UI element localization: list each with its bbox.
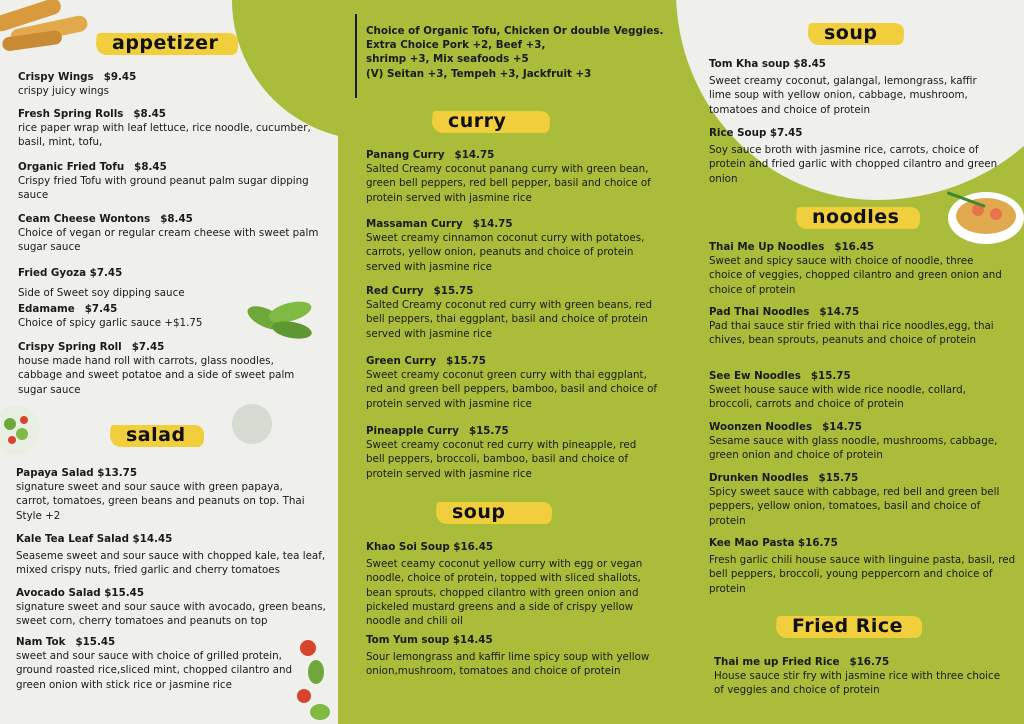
menu-item: Red Curry $15.75 Salted Creamy coconut red curry with green beans, red bell peppers, thai eggplant, basil and choice of protein served with jasmine rice <box>366 285 653 340</box>
menu-item: Fried Gyoza $7.45 Side of Sweet soy dipping sauce <box>18 267 185 300</box>
menu-item: Green Curry $15.75 Sweet creamy coconut green curry with thai eggplant, red and green bell peppers, bamboo, basil and choice of protein served with jasmine rice <box>366 355 658 410</box>
heading-salad: salad <box>110 420 204 450</box>
heading-soup-middle: soup <box>436 497 552 527</box>
menu-item: Pineapple Curry $15.75 Sweet creamy coconut red curry with pineapple, red bell peppers, broccoli, bamboo, basil and choice of protein served with jasmine rice <box>366 425 637 480</box>
heading-noodles: noodles <box>796 202 920 232</box>
menu-item: Thai Me Up Noodles $16.45 Sweet and spicy sauce with choice of noodle, three choice of veggies, chopped cilantro and green onion and choice of protein <box>709 241 1002 296</box>
intro-line: shrimp +3, Mix seafoods +5 <box>366 53 529 66</box>
salad-bowl-image <box>0 404 44 456</box>
heading-curry: curry <box>432 106 550 136</box>
menu-item: Organic Fried Tofu $8.45 Crispy fried Tofu with ground peanut palm sugar dipping sauce <box>18 161 309 202</box>
menu-item: Edamame $7.45 Choice of spicy garlic sauce +$1.75 <box>18 303 203 330</box>
menu-item: Crispy Spring Roll $7.45 house made hand roll with carrots, glass noodles, cabbage and sweet potatoe and a side of sweet palm sugar sauce <box>18 341 295 396</box>
menu-item: Drunken Noodles $15.75 Spicy sweet sauce with cabbage, red bell and green bell peppers, yellow onion, tomatoes, basil and choice of protein <box>709 472 1000 527</box>
menu-item: Woonzen Noodles $14.75 Sesame sauce with glass noodle, mushrooms, cabbage, green onion and choice of protein <box>709 421 998 462</box>
menu-item: Papaya Salad $13.75 signature sweet and sour sauce with green papaya, carrot, tomatoes, green beans and peanuts on top. Thai Style +2 <box>16 467 305 522</box>
menu-item: Ceam Cheese Wontons $8.45 Choice of vegan or regular cream cheese with sweet palm sugar sauce <box>18 213 319 254</box>
menu-item: Rice Soup $7.45 Soy sauce broth with jasmine rice, carrots, choice of protein and fried garlic with chopped cilantro and green onion <box>709 127 998 185</box>
menu-item: Massaman Curry $14.75 Sweet creamy cinnamon coconut curry with potatoes, carrots, yellow onion, peanuts and choice of protein served with jasmine rice <box>366 218 645 273</box>
menu-item: Crispy Wings $9.45 crispy juicy wings <box>18 71 137 98</box>
intro-line: (V) Seitan +3, Tempeh +3, Jackfruit +3 <box>366 67 592 80</box>
protein-choices-note <box>366 24 686 81</box>
intro-divider-line <box>355 14 357 98</box>
menu-item: Kee Mao Pasta $16.75 Fresh garlic chili house sauce with linguine pasta, basil, red bell peppers, broccoli, young peppercorn and choice of protein <box>709 537 1016 595</box>
menu-item: Fresh Spring Rolls $8.45 rice paper wrap with leaf lettuce, rice noodle, cucumber, basil, mint, tofu, <box>18 108 311 149</box>
grey-circle-decoration <box>232 404 272 444</box>
heading-soup-right: soup <box>808 18 904 48</box>
intro-line: Choice of Organic Tofu, Chicken Or double Veggies. <box>366 25 664 37</box>
pad-thai-plate-image <box>942 184 1024 248</box>
menu-item: Nam Tok $15.45 sweet and sour sauce with choice of grilled protein, ground roasted rice,sliced mint, chopped cilantro and green onion with stick rice or jasmine rice <box>16 636 293 691</box>
menu-item: Khao Soi Soup $16.45 Sweet ceamy coconut yellow curry with egg or vegan noodle, choice of protein, topped with sliced shallots, bean sprouts, chopped cilantro with green onion and pickeled mustard greens and a side of crispy yellow noodle and chili oil <box>366 541 643 628</box>
menu-item: Pad Thai Noodles $14.75 Pad thai sauce stir fried with thai rice noodles,egg, thai chives, bean sprouts, peanuts and choice of protein <box>709 306 994 347</box>
menu-item: Tom Kha soup $8.45 Sweet creamy coconut, galangal, lemongrass, kaffir lime soup with yellow onion, cabbage, mushroom, tomatoes and choice of protein <box>709 58 977 116</box>
heading-fried-rice: Fried Rice <box>776 611 922 641</box>
menu-item: Kale Tea Leaf Salad $14.45 Seaseme sweet and sour sauce with chopped kale, tea leaf, mixed crispy nuts, fried garlic and cherry tomatoes <box>16 533 326 577</box>
heading-appetizer: appetizer <box>96 28 238 58</box>
intro-line: Extra Choice Pork +2, Beef +3, <box>366 39 546 52</box>
menu-item: Panang Curry $14.75 Salted Creamy coconut panang curry with green bean, green bell peppers, red bell pepper, basil and choice of protein served with jasmine rice <box>366 149 651 204</box>
edamame-image <box>244 296 318 344</box>
menu-item: Tom Yum soup $14.45 Sour lemongrass and kaffir lime spicy soup with yellow onion,mushroom, tomatoes and choice of protein <box>366 634 650 678</box>
menu-item: See Ew Noodles $15.75 Sweet house sauce with wide rice noodle, collard, broccoli, carrots and choice of protein <box>709 370 966 411</box>
menu-item: Avocado Salad $15.45 signature sweet and sour sauce with avocado, green beans, sweet corn, cherry tomatoes and peanuts on top <box>16 587 326 628</box>
menu-item: Thai me up Fried Rice $16.75 House sauce stir fry with jasmine rice with three choice of veggies and choice of protein <box>714 656 1001 697</box>
spring-rolls-image <box>0 0 100 56</box>
